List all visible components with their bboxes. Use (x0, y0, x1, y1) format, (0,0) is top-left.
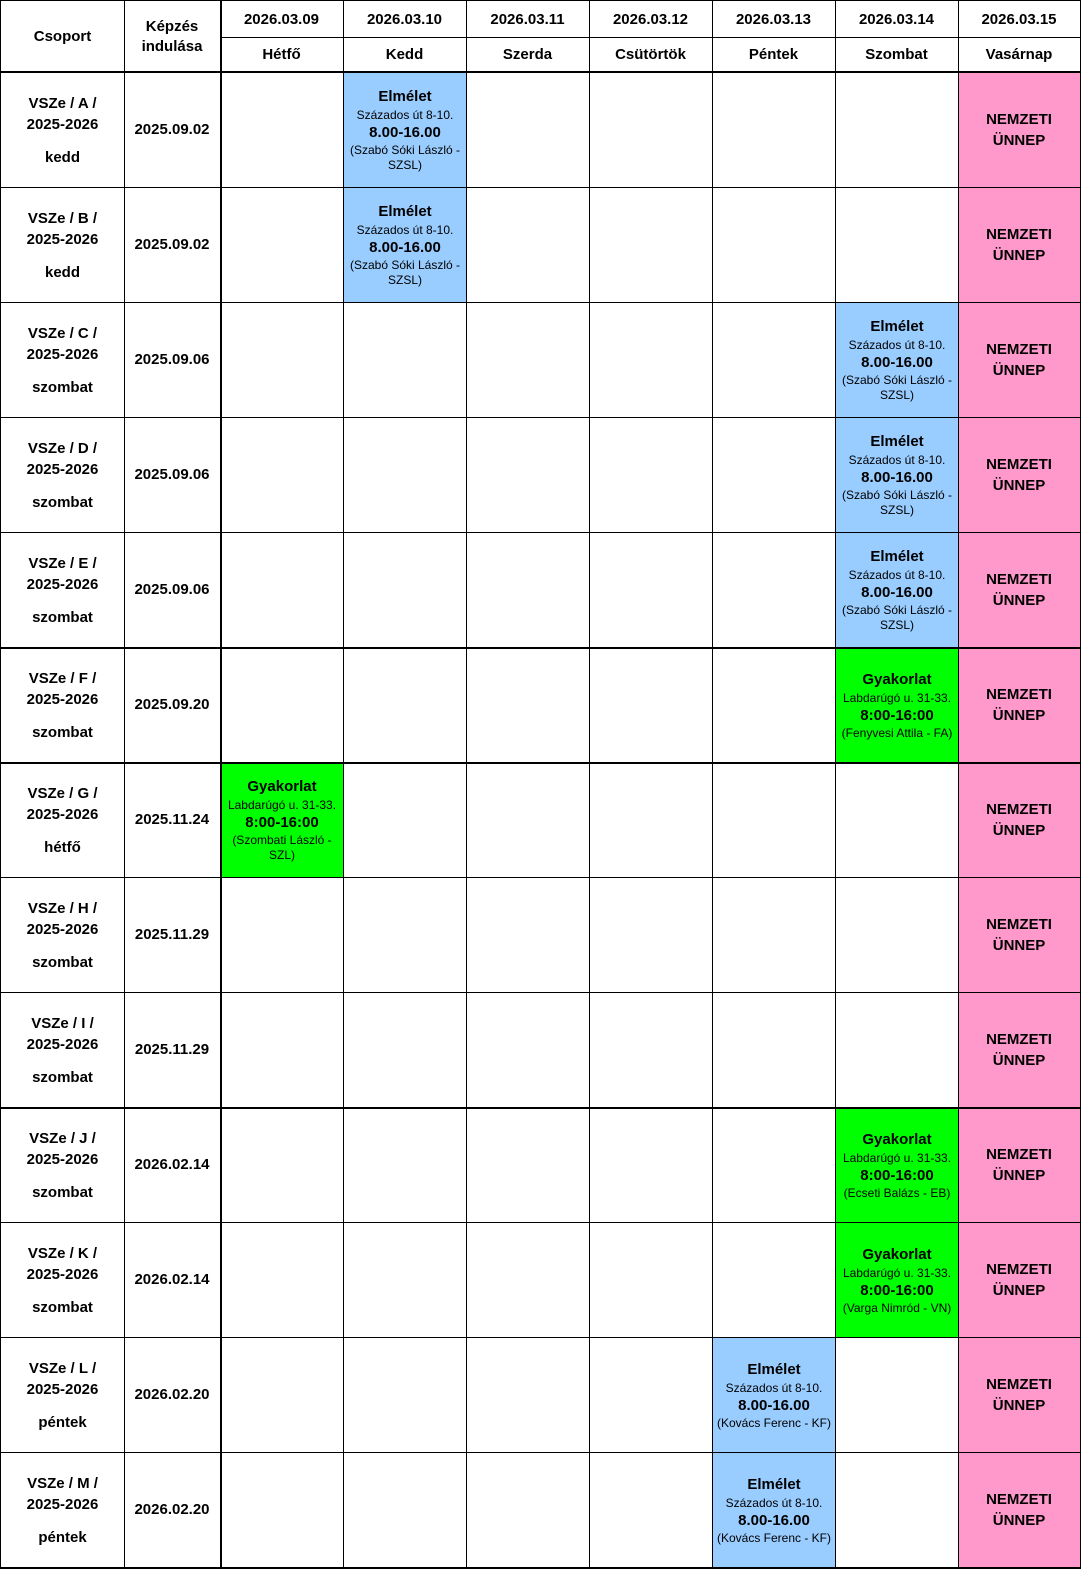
event-location: Százados út 8-10. (848, 338, 946, 352)
event-time: 8:00-16:00 (860, 1281, 934, 1299)
grid-line (958, 0, 959, 1567)
event-cell (836, 1223, 958, 1337)
event-time: 8:00-16:00 (860, 706, 934, 724)
group-weekday: szombat (32, 1069, 93, 1086)
event-location: Labdarúgó u. 31-33. (227, 798, 337, 812)
start-cell (124, 1107, 220, 1222)
start-cell (124, 1337, 220, 1452)
header-day (220, 37, 343, 72)
group-name: VSZe / E / 2025-2026 (26, 555, 99, 593)
event-location: Százados út 8-10. (356, 223, 454, 237)
group-cell (1, 1107, 124, 1222)
group-cell (1, 1337, 124, 1452)
group-cell (1, 532, 124, 647)
header-day-name: Kedd (385, 46, 424, 63)
event-cell (344, 73, 466, 187)
event-teacher: (Szabó Sóki László - SZSL) (841, 488, 953, 517)
holiday-label: NEMZETI ÜNNEP (986, 1031, 1052, 1069)
start-date: 2025.09.02 (134, 121, 210, 138)
group-weekday: szombat (32, 1184, 93, 1201)
grid-line (220, 37, 1080, 38)
event-teacher: (Kovács Ferenc - KF) (716, 1530, 832, 1545)
holiday-cell (958, 648, 1080, 762)
grid-line (343, 0, 344, 1567)
header-date-text: 2026.03.10 (366, 10, 443, 28)
event-location: Százados út 8-10. (848, 453, 946, 467)
header-date-text: 2026.03.12 (612, 10, 689, 28)
event-type: Gyakorlat (247, 778, 317, 795)
event-location: Százados út 8-10. (356, 108, 454, 122)
start-date: 2025.09.06 (134, 351, 210, 368)
start-cell (124, 992, 220, 1107)
group-cell (1, 1452, 124, 1567)
start-date: 2025.09.02 (134, 236, 210, 253)
event-teacher: (Varga Nimród - VN) (842, 1300, 952, 1315)
grid-line (0, 417, 1081, 418)
event-type: Elmélet (747, 1475, 801, 1493)
event-cell (221, 763, 343, 877)
event-teacher: (Szombati László - SZL) (232, 833, 332, 862)
group-weekday: szombat (32, 1299, 93, 1316)
start-cell (124, 647, 220, 762)
event-cell (836, 533, 958, 647)
holiday-cell (958, 188, 1080, 302)
holiday-cell (958, 1453, 1080, 1567)
header-day-name: Szerda (502, 46, 553, 63)
group-name: VSZe / C / 2025-2026 (26, 325, 99, 363)
start-date: 2025.09.20 (134, 696, 210, 713)
event-time: 8.00-16.00 (861, 354, 933, 371)
group-weekday: szombat (32, 494, 93, 511)
event-location: Labdarúgó u. 31-33. (842, 1265, 952, 1280)
start-cell (124, 1222, 220, 1337)
header-start (124, 1, 220, 72)
grid-line (220, 0, 222, 1567)
grid-line (0, 532, 1081, 533)
start-cell (124, 877, 220, 992)
group-name: VSZe / H / 2025-2026 (26, 900, 99, 938)
grid-line (589, 0, 590, 1567)
holiday-label: NEMZETI ÜNNEP (986, 801, 1052, 839)
group-name: VSZe / K / 2025-2026 (26, 1245, 99, 1283)
holiday-label: NEMZETI ÜNNEP (986, 1491, 1052, 1529)
grid-line (466, 0, 467, 1567)
group-name: VSZe / I / 2025-2026 (26, 1015, 99, 1053)
grid-line (0, 187, 1081, 188)
holiday-cell (958, 303, 1080, 417)
grid-line (0, 877, 1081, 878)
event-time: 8.00-16.00 (738, 1396, 810, 1414)
start-cell (124, 302, 220, 417)
holiday-label: NEMZETI ÜNNEP (986, 341, 1052, 379)
event-time: 8:00-16:00 (860, 1166, 934, 1184)
start-date: 2026.02.14 (134, 1156, 210, 1173)
group-weekday: szombat (32, 609, 93, 626)
event-teacher: (Szabó Sóki László - SZSL) (349, 258, 461, 287)
event-time: 8.00-16.00 (861, 584, 933, 601)
group-weekday: hétfő (44, 839, 81, 856)
event-type: Elmélet (870, 433, 924, 450)
header-group-label: Csoport (33, 27, 92, 45)
header-date (958, 1, 1080, 37)
start-cell (124, 187, 220, 302)
header-date (835, 1, 958, 37)
group-cell (1, 1222, 124, 1337)
start-date: 2026.02.20 (134, 1386, 210, 1403)
event-type: Elmélet (378, 203, 432, 220)
group-name: VSZe / A / 2025-2026 (26, 95, 99, 133)
header-day-name: Vasárnap (985, 46, 1053, 63)
header-day (835, 37, 958, 72)
event-type: Gyakorlat (862, 1245, 932, 1263)
event-time: 8.00-16.00 (369, 239, 441, 256)
header-date (220, 1, 343, 37)
header-group (1, 1, 124, 72)
event-type: Elmélet (870, 318, 924, 335)
group-cell (1, 877, 124, 992)
group-name: VSZe / D / 2025-2026 (26, 440, 99, 478)
grid-line (0, 0, 1081, 1)
event-teacher: (Szabó Sóki László - SZSL) (841, 603, 953, 632)
header-date (343, 1, 466, 37)
grid-line (1080, 0, 1081, 1568)
header-day-name: Hétfő (262, 46, 301, 63)
start-date: 2025.11.29 (134, 1041, 210, 1058)
event-type: Elmélet (747, 1360, 801, 1378)
header-day (589, 37, 712, 72)
group-cell (1, 187, 124, 302)
header-date-text: 2026.03.13 (735, 10, 812, 28)
holiday-label: NEMZETI ÜNNEP (986, 1376, 1052, 1414)
holiday-cell (958, 418, 1080, 532)
header-day (958, 37, 1080, 72)
event-type: Gyakorlat (862, 670, 932, 688)
holiday-cell (958, 1223, 1080, 1337)
event-type: Gyakorlat (862, 1130, 932, 1148)
event-cell (836, 303, 958, 417)
holiday-label: NEMZETI ÜNNEP (986, 571, 1052, 609)
group-name: VSZe / G / 2025-2026 (26, 785, 99, 823)
holiday-cell (958, 533, 1080, 647)
grid-line (0, 762, 1081, 764)
group-weekday: szombat (32, 724, 93, 741)
start-cell (124, 532, 220, 647)
header-date (466, 1, 589, 37)
event-location: Labdarúgó u. 31-33. (842, 690, 952, 705)
holiday-label: NEMZETI ÜNNEP (986, 686, 1052, 724)
event-cell (836, 418, 958, 532)
holiday-label: NEMZETI ÜNNEP (986, 1261, 1052, 1299)
group-cell (1, 992, 124, 1107)
grid-line (0, 0, 1, 1568)
holiday-label: NEMZETI ÜNNEP (986, 916, 1052, 954)
group-weekday: kedd (44, 264, 80, 281)
group-cell (1, 302, 124, 417)
holiday-cell (958, 993, 1080, 1107)
holiday-cell (958, 878, 1080, 992)
event-teacher: (Fenyvesi Attila - FA) (841, 725, 953, 740)
start-cell (124, 72, 220, 187)
header-date (712, 1, 835, 37)
header-day (712, 37, 835, 72)
event-location: Labdarúgó u. 31-33. (842, 1150, 952, 1165)
event-location: Százados út 8-10. (725, 1495, 823, 1510)
event-cell (836, 1108, 958, 1222)
header-date-text: 2026.03.11 (490, 10, 565, 28)
event-teacher: (Szabó Sóki László - SZSL) (349, 143, 461, 172)
event-time: 8.00-16.00 (369, 124, 441, 141)
group-weekday: kedd (44, 149, 80, 166)
start-date: 2026.02.14 (134, 1271, 210, 1288)
grid-line (712, 0, 713, 1567)
group-name: VSZe / F / 2025-2026 (26, 670, 99, 708)
group-name: VSZe / B / 2025-2026 (26, 210, 99, 248)
header-date-text: 2026.03.09 (243, 10, 320, 28)
start-cell (124, 762, 220, 877)
holiday-label: NEMZETI ÜNNEP (986, 226, 1052, 264)
event-cell (713, 1453, 835, 1567)
group-cell (1, 417, 124, 532)
start-cell (124, 417, 220, 532)
grid-line (124, 0, 125, 1567)
grid-line (0, 1222, 1081, 1223)
group-cell (1, 72, 124, 187)
grid-line (0, 302, 1081, 303)
grid-line (0, 71, 1081, 73)
header-day-name: Csütörtök (615, 46, 686, 63)
group-cell (1, 647, 124, 762)
group-name: VSZe / J / 2025-2026 (26, 1130, 99, 1168)
start-cell (124, 1452, 220, 1567)
event-location: Százados út 8-10. (725, 1380, 823, 1395)
grid-line (0, 1337, 1081, 1338)
group-weekday: péntek (38, 1529, 87, 1546)
start-date: 2025.11.24 (134, 811, 210, 828)
start-date: 2026.02.20 (134, 1501, 210, 1518)
holiday-label: NEMZETI ÜNNEP (986, 111, 1052, 149)
grid-line (0, 647, 1081, 649)
header-start-label: Képzés indulása (141, 17, 203, 55)
header-date-text: 2026.03.15 (981, 10, 1057, 28)
event-type: Elmélet (870, 548, 924, 565)
event-cell (836, 648, 958, 762)
grid-line (0, 992, 1081, 993)
event-time: 8.00-16.00 (738, 1511, 810, 1529)
holiday-cell (958, 1338, 1080, 1452)
event-teacher: (Szabó Sóki László - SZSL) (841, 373, 953, 402)
grid-line (0, 1567, 1081, 1569)
start-date: 2025.11.29 (134, 926, 210, 943)
grid-line (0, 1107, 1081, 1109)
grid-line (0, 1452, 1081, 1453)
holiday-label: NEMZETI ÜNNEP (986, 1146, 1052, 1184)
holiday-cell (958, 73, 1080, 187)
event-cell (344, 188, 466, 302)
start-date: 2025.09.06 (134, 581, 210, 598)
header-date-text: 2026.03.14 (858, 10, 935, 28)
event-teacher: (Kovács Ferenc - KF) (716, 1415, 832, 1430)
holiday-cell (958, 763, 1080, 877)
header-day-name: Szombat (865, 46, 928, 63)
group-cell (1, 762, 124, 877)
event-teacher: (Ecseti Balázs - EB) (843, 1185, 951, 1200)
event-time: 8:00-16:00 (245, 814, 319, 831)
header-day (466, 37, 589, 72)
holiday-cell (958, 1108, 1080, 1222)
header-day (343, 37, 466, 72)
event-time: 8.00-16.00 (861, 469, 933, 486)
group-weekday: szombat (32, 379, 93, 396)
group-name: VSZe / L / 2025-2026 (26, 1360, 99, 1398)
group-name: VSZe / M / 2025-2026 (26, 1475, 99, 1513)
event-location: Százados út 8-10. (848, 568, 946, 582)
header-date (589, 1, 712, 37)
group-weekday: szombat (32, 954, 93, 971)
grid-line (835, 0, 836, 1567)
header-day-name: Péntek (748, 46, 799, 63)
event-type: Elmélet (378, 88, 432, 105)
group-weekday: péntek (38, 1414, 87, 1431)
event-cell (713, 1338, 835, 1452)
start-date: 2025.09.06 (134, 466, 210, 483)
holiday-label: NEMZETI ÜNNEP (986, 456, 1052, 494)
